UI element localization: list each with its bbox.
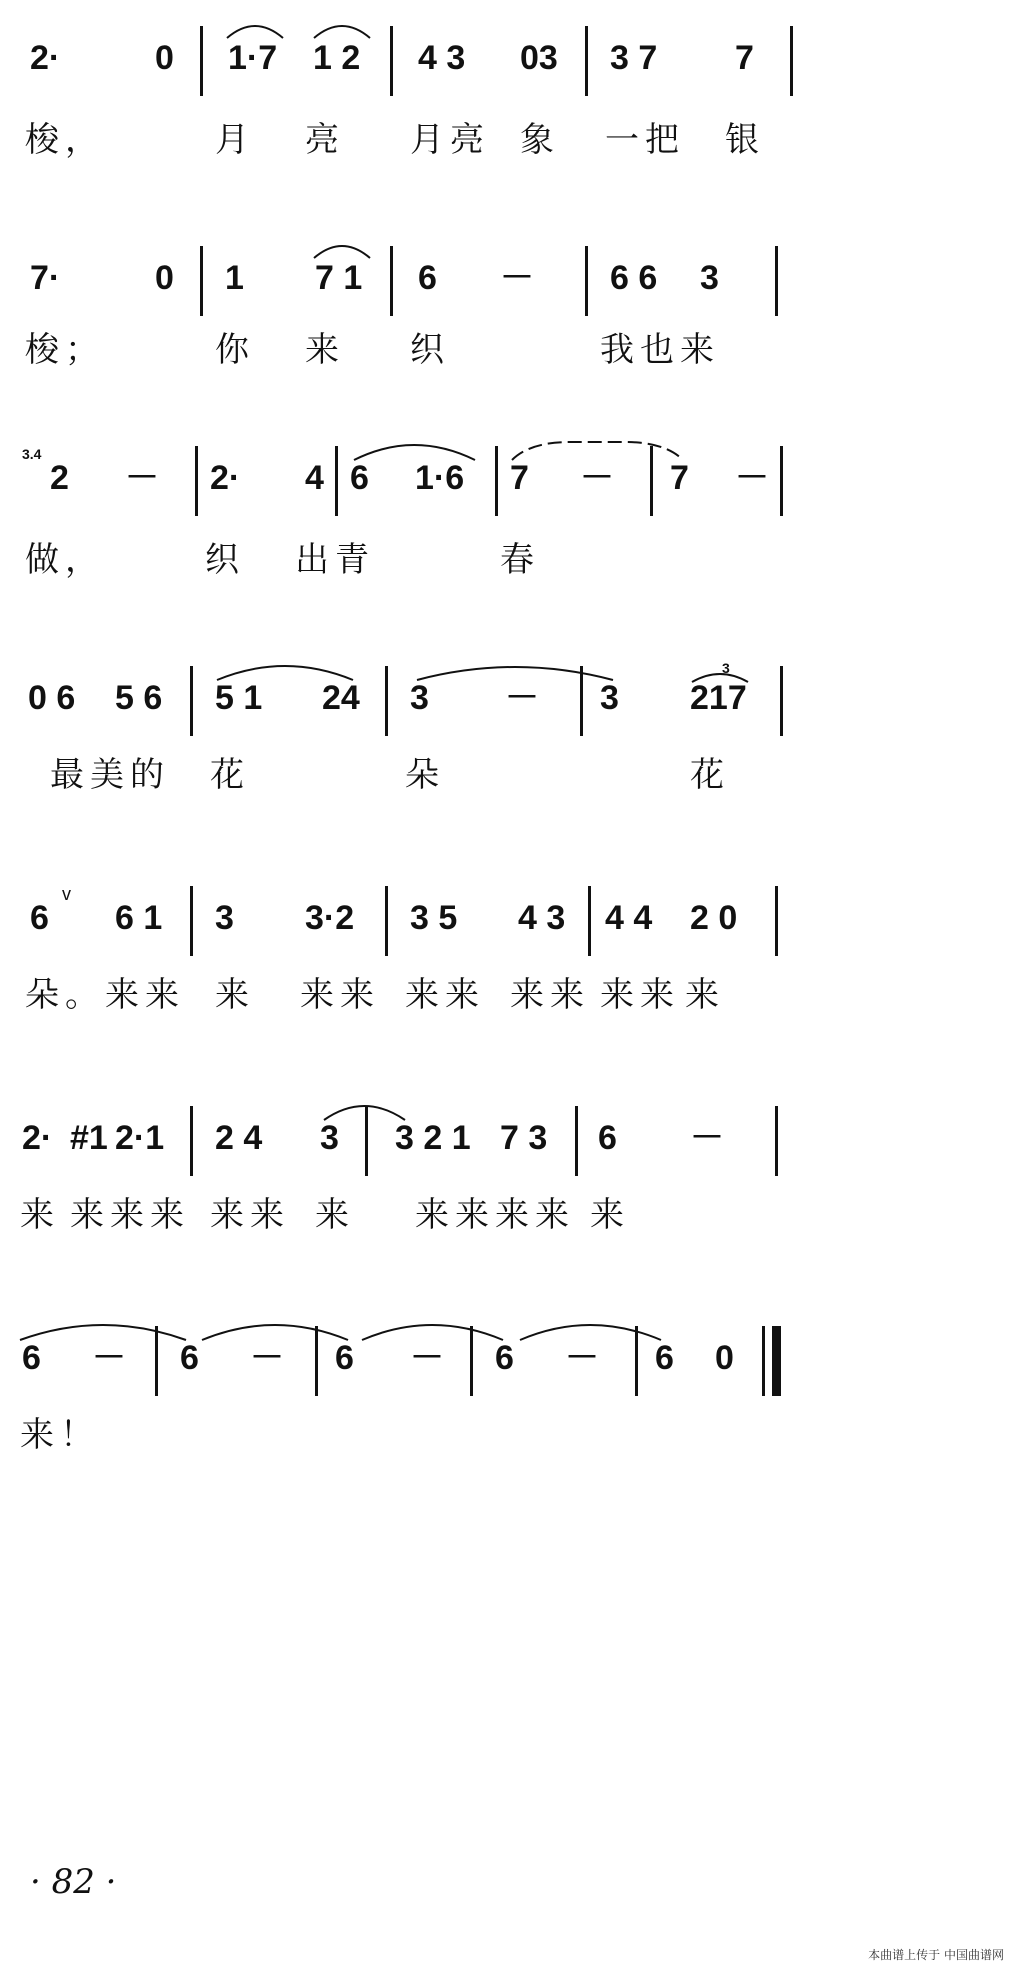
- triplet-bracket: [690, 668, 750, 684]
- note: 7 1: [315, 259, 363, 297]
- note: －: [250, 1339, 284, 1377]
- note: 3 7: [610, 39, 658, 77]
- lyric: 来来: [510, 975, 590, 1015]
- note: 2·1: [115, 1119, 165, 1157]
- bar-line: [190, 1106, 193, 1176]
- slur: [518, 1320, 663, 1342]
- note: 6: [350, 459, 369, 497]
- lyric: 来来: [105, 975, 185, 1015]
- note: 1·6: [415, 459, 465, 497]
- note: 4 3: [518, 899, 566, 937]
- note: 6: [495, 1339, 514, 1377]
- lyric: 花: [690, 755, 730, 795]
- bar-line: [588, 886, 591, 956]
- lyrics-line: [0, 1415, 1014, 1465]
- lyric: 来: [20, 1195, 60, 1235]
- note: 3: [700, 259, 719, 297]
- notation-line: [0, 1320, 1014, 1400]
- slur: [352, 440, 477, 462]
- note: 7·: [30, 259, 61, 297]
- upload-credit: 本曲谱上传于 中国曲谱网: [868, 1948, 1004, 1962]
- note: －: [125, 459, 159, 497]
- lyric: 来来: [600, 975, 680, 1015]
- note: －: [565, 1339, 599, 1377]
- lyric: 来来: [210, 1195, 290, 1235]
- notation-line: [0, 880, 1014, 960]
- bar-line: [190, 666, 193, 736]
- lyric: 银: [725, 120, 765, 160]
- bar-line: [195, 446, 198, 516]
- lyric: 象: [520, 120, 560, 160]
- notation-line: [0, 440, 1014, 520]
- lyric: 织: [205, 540, 245, 580]
- notation-line: [0, 240, 1014, 320]
- note: 0 6: [28, 679, 76, 717]
- note: 4: [305, 459, 324, 497]
- slur: [322, 1100, 407, 1122]
- note: 1·7: [228, 39, 278, 77]
- lyric: 做，: [25, 540, 105, 580]
- note: 6 6: [610, 259, 658, 297]
- final-bar-thin: [762, 1326, 765, 1396]
- lyric: 朵。: [25, 975, 105, 1015]
- slur: [510, 440, 685, 462]
- triplet-mark: 3: [722, 660, 730, 676]
- note: 3 5: [410, 899, 458, 937]
- lyrics-line: [0, 1195, 1014, 1245]
- note: －: [690, 1119, 724, 1157]
- note: 6: [598, 1119, 617, 1157]
- breath-mark: v: [62, 884, 71, 904]
- note: －: [735, 459, 769, 497]
- lyric: 花: [210, 755, 250, 795]
- lyric: 来: [315, 1195, 355, 1235]
- note: 5 1: [215, 679, 263, 717]
- lyric: 最美的: [50, 755, 170, 795]
- bar-line: [575, 1106, 578, 1176]
- bar-line: [585, 246, 588, 316]
- lyric: 一把: [605, 120, 685, 160]
- bar-line: [585, 26, 588, 96]
- bar-line: [775, 246, 778, 316]
- note: 6 1: [115, 899, 163, 937]
- lyric: 朵: [405, 755, 445, 795]
- note: 1 2: [313, 39, 361, 77]
- notation-line: [0, 660, 1014, 740]
- bar-line: [385, 886, 388, 956]
- note: 0: [155, 259, 174, 297]
- lyric: 出青: [295, 540, 375, 580]
- note: 3: [320, 1119, 339, 1157]
- lyric: 来: [305, 330, 345, 370]
- note: 0: [715, 1339, 734, 1377]
- lyric: 织: [410, 330, 450, 370]
- bar-line: [335, 446, 338, 516]
- slur: [225, 20, 285, 40]
- lyric: 梭，: [25, 120, 105, 160]
- lyric: 来来: [300, 975, 380, 1015]
- grace-note: 3.4: [22, 446, 42, 462]
- bar-line: [390, 246, 393, 316]
- note: －: [580, 459, 614, 497]
- note: 3: [410, 679, 429, 717]
- lyric: 来！: [20, 1415, 100, 1455]
- note: 1: [225, 259, 244, 297]
- notation-line: [0, 20, 1014, 100]
- lyrics-line: [0, 120, 1014, 170]
- bar-line: [775, 1106, 778, 1176]
- bar-line: [200, 246, 203, 316]
- bar-line: [495, 446, 498, 516]
- bar-line: [190, 886, 193, 956]
- lyrics-line: [0, 755, 1014, 805]
- bar-line: [385, 666, 388, 736]
- note: 3: [600, 679, 619, 717]
- note: 4 4: [605, 899, 653, 937]
- lyric: 梭；: [25, 330, 105, 370]
- bar-line: [790, 26, 793, 96]
- note: 6: [22, 1339, 41, 1377]
- lyric: 来: [685, 975, 725, 1015]
- note: 3: [215, 899, 234, 937]
- note: 217: [690, 679, 747, 717]
- note: 0: [155, 39, 174, 77]
- bar-line: [390, 26, 393, 96]
- note: 4 3: [418, 39, 466, 77]
- lyric: 来来: [405, 975, 485, 1015]
- note: 2·: [30, 39, 61, 77]
- lyric: 来: [215, 975, 255, 1015]
- note: 6: [418, 259, 437, 297]
- note: 7: [670, 459, 689, 497]
- note: 6: [30, 899, 49, 937]
- page-number: · 82 ·: [30, 1862, 117, 1902]
- note: 7: [735, 39, 754, 77]
- note: #1: [70, 1119, 108, 1157]
- note: 03: [520, 39, 558, 77]
- note: 7 3: [500, 1119, 548, 1157]
- note: 2 4: [215, 1119, 263, 1157]
- lyric: 来: [590, 1195, 630, 1235]
- lyric: 月: [215, 120, 255, 160]
- note: 2: [50, 459, 69, 497]
- note: －: [92, 1339, 126, 1377]
- note: 7: [510, 459, 529, 497]
- bar-line: [780, 446, 783, 516]
- note: －: [505, 679, 539, 717]
- note: 3·2: [305, 899, 355, 937]
- note: 2·: [22, 1119, 53, 1157]
- note: 6: [335, 1339, 354, 1377]
- slur: [415, 660, 615, 682]
- lyrics-line: [0, 975, 1014, 1025]
- note: 24: [322, 679, 360, 717]
- lyrics-line: [0, 330, 1014, 380]
- note: 3 2 1: [395, 1119, 471, 1157]
- slur: [312, 20, 372, 40]
- note: 6: [180, 1339, 199, 1377]
- slur: [312, 240, 372, 260]
- note: －: [500, 259, 534, 297]
- bar-line: [780, 666, 783, 736]
- bar-line: [200, 26, 203, 96]
- lyric: 你: [215, 330, 255, 370]
- slur: [215, 660, 355, 682]
- lyric: 我也来: [600, 330, 720, 370]
- lyric: 春: [500, 540, 540, 580]
- note: 2 0: [690, 899, 738, 937]
- note: 5 6: [115, 679, 163, 717]
- bar-line: [775, 886, 778, 956]
- lyric: 来来来: [70, 1195, 190, 1235]
- lyric: 月亮: [410, 120, 490, 160]
- final-bar-thick: [772, 1326, 781, 1396]
- slur: [18, 1320, 188, 1342]
- note: －: [410, 1339, 444, 1377]
- lyrics-line: [0, 540, 1014, 590]
- slur: [360, 1320, 505, 1342]
- note: 6: [655, 1339, 674, 1377]
- slur: [200, 1320, 350, 1342]
- note: 2·: [210, 459, 241, 497]
- notation-line: [0, 1100, 1014, 1180]
- lyric: 来来来来: [415, 1195, 575, 1235]
- lyric: 亮: [305, 120, 345, 160]
